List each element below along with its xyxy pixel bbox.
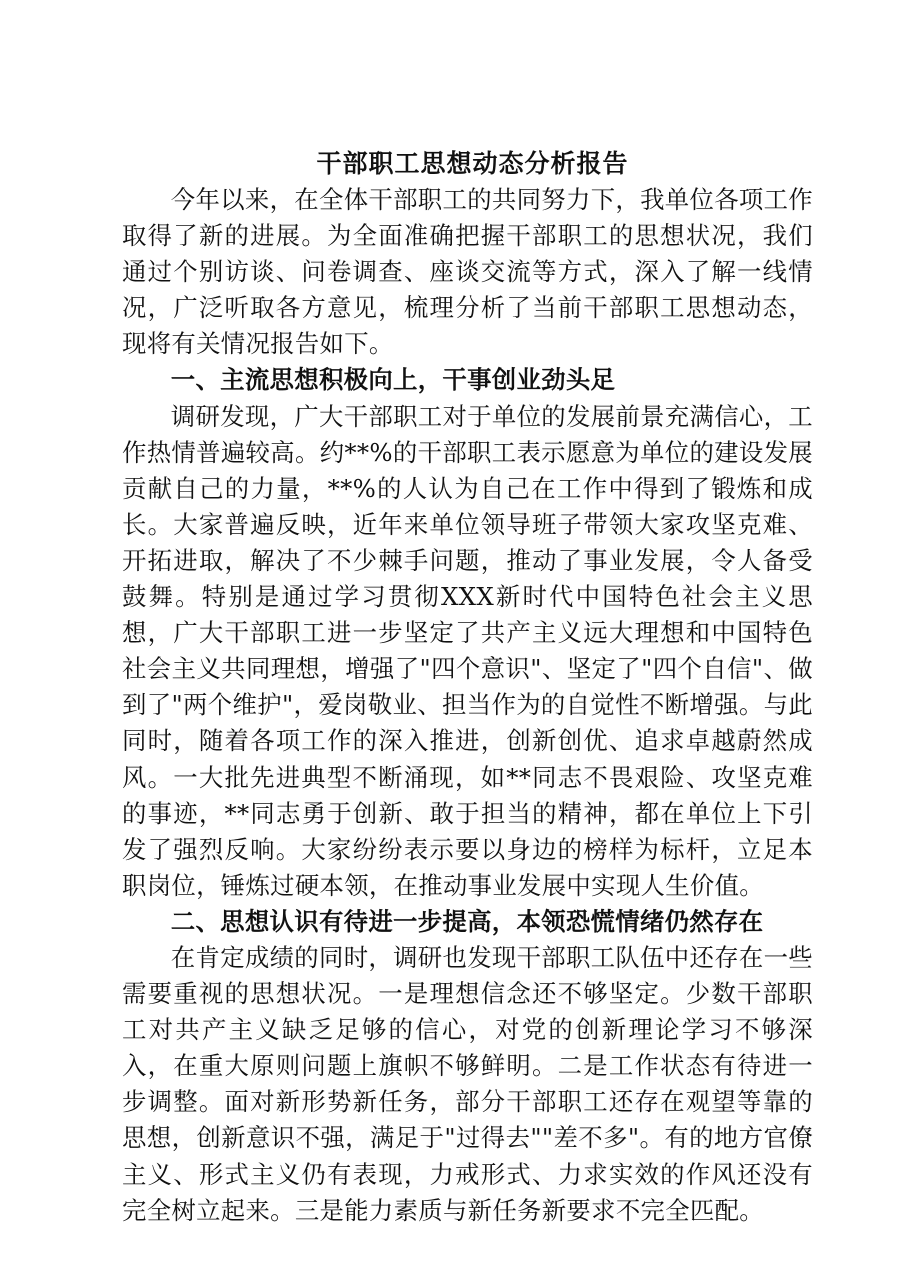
intro-paragraph: 今年以来，在全体干部职工的共同努力下，我单位各项工作取得了新的进展。为全面准确把握干部职工的思想状况，我们通过个别访谈、问卷调查、座谈交流等方式，深入了解一线情况，广泛听取各方意见，梳理分析了当前干部职工思想动态，现将有关情况报告如下。 (122, 185, 813, 359)
section-1-paragraph: 调研发现，广大干部职工对于单位的发展前景充满信心，工作热情普遍较高。约**%的干部职工表示愿意为单位的建设发展贡献自己的力量，**%的人认为自己在工作中得到了锻炼和成长。大家普遍反映，近年来单位领导班子带领大家攻坚克难、开拓进取，解决了不少棘手问题，推动了事业发展，令人备受鼓舞。特别是通过学习贯彻XXX新时代中国特色社会主义思想，广大干部职工进一步坚定了共产主义远大理想和中国特色社会主义共同理想，增强了"四个意识"、坚定了"四个自信"、做到了"两个维护"，爱岗敬业、担当作为的自觉性不断增强。与此同时，随着各项工作的深入推进，创新创优、追求卓越蔚然成风。一大批先进典型不断涌现，如**同志不畏艰险、攻坚克难的事迹，**同志勇于创新、敢于担当的精神，都在单位上下引发了强烈反响。大家纷纷表示要以身边的榜样为标杆，立足本职岗位，锤炼过硬本领，在推动事业发展中实现人生价值。 (122, 401, 813, 900)
section-2-paragraph: 在肯定成绩的同时，调研也发现干部职工队伍中还存在一些需要重视的思想状况。一是理想信念还不够坚定。少数干部职工对共产主义缺乏足够的信心，对党的创新理论学习不够深入，在重大原则问题上旗帜不够鲜明。二是工作状态有待进一步调整。面对新形势新任务，部分干部职工还存在观望等靠的思想，创新意识不强，满足于"过得去""差不多"。有的地方官僚主义、形式主义仍有表现，力戒形式、力求实效的作风还没有完全树立起来。三是能力素质与新任务新要求不完全匹配。 (122, 942, 813, 1225)
section-heading-2: 二、思想认识有待进一步提高，本领恐慌情绪仍然存在 (170, 906, 764, 936)
document-title: 干部职工思想动态分析报告 (316, 149, 629, 178)
section-heading-1: 一、主流思想积极向上，干事创业劲头足 (170, 365, 616, 395)
